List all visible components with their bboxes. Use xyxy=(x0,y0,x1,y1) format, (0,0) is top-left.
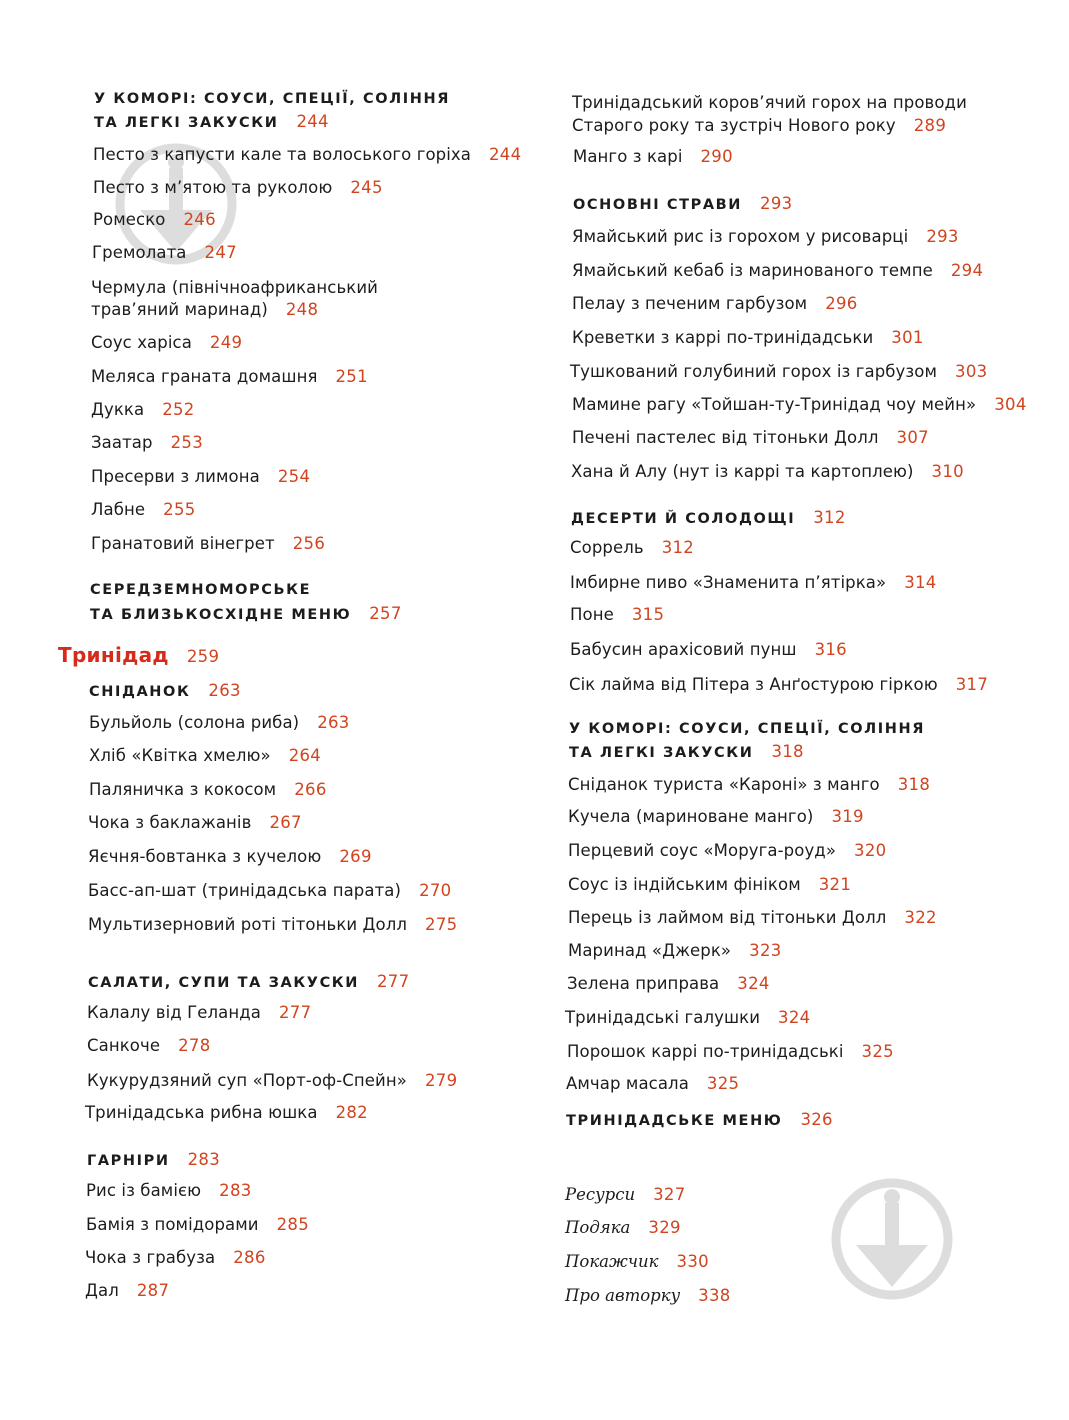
page-number: 307 xyxy=(896,428,929,447)
toc-entry[interactable]: Пресерви з лимона 254 xyxy=(91,467,311,486)
toc-entry[interactable]: Тушкований голубиний горох із гарбузом 303 xyxy=(570,362,988,381)
page-number: 267 xyxy=(269,813,302,832)
page-number: 266 xyxy=(294,780,327,799)
toc-entry[interactable]: Маринад «Джерк» 323 xyxy=(568,941,782,960)
page-number: 283 xyxy=(187,1150,220,1169)
page-number: 317 xyxy=(955,675,989,694)
toc-entry[interactable]: Хана й Алу (нут із каррі та картоплею) 310 xyxy=(571,462,964,481)
page-number: 325 xyxy=(861,1042,894,1061)
page-number: 249 xyxy=(209,333,243,352)
toc-entry[interactable]: Перцевий соус «Моруга-роуд» 320 xyxy=(568,841,887,860)
toc-entry[interactable]: Лабне 255 xyxy=(91,500,196,519)
page-number: 253 xyxy=(170,433,204,452)
toc-entry[interactable]: Пелау з печеним гарбузом 296 xyxy=(572,294,858,313)
page-number: 275 xyxy=(425,915,458,934)
section-heading[interactable]: ТА ЛЕГКІ ЗАКУСКИ 318 xyxy=(569,742,804,761)
page-number: 338 xyxy=(698,1286,731,1305)
toc-entry[interactable]: Тринідадська рибна юшка 282 xyxy=(85,1103,368,1122)
page-number: 251 xyxy=(335,367,368,386)
toc-entry[interactable]: Порошок каррі по-тринідадські 325 xyxy=(567,1042,894,1061)
page-number: 247 xyxy=(204,243,237,262)
toc-entry[interactable]: Сік лайма від Пітера з Анґостурою гіркою 317 xyxy=(569,675,989,694)
section-heading[interactable]: ТРИНІДАДСЬКЕ МЕНЮ 326 xyxy=(566,1110,833,1129)
page-number: 319 xyxy=(831,807,864,826)
toc-entry[interactable]: Чермула (північноафриканський xyxy=(91,278,378,297)
page-number: 277 xyxy=(377,972,410,991)
section-heading[interactable]: СНІДАНОК 263 xyxy=(89,681,241,700)
toc-entry[interactable]: Ромеско 246 xyxy=(93,210,216,229)
toc-entry-backmatter[interactable]: Покажчик 330 xyxy=(565,1252,709,1271)
toc-entry[interactable]: Бамія з помідорами 285 xyxy=(86,1215,310,1234)
toc-entry[interactable]: Мультизерновий роті тітоньки Долл 275 xyxy=(88,915,458,934)
toc-entry[interactable]: Мамине рагу «Тойшан-ту-Тринідад чоу мейн» 304 xyxy=(572,395,1027,414)
toc-entry[interactable]: Бабусин арахісовий пунш 316 xyxy=(570,640,847,659)
toc-entry[interactable]: Креветки з каррі по-тринідадськи 301 xyxy=(572,328,924,347)
page-number: 323 xyxy=(749,941,782,960)
toc-entry[interactable]: Басс-ап-шат (тринідадська парата) 270 xyxy=(88,881,452,900)
toc-entry[interactable]: Тринідадські галушки 324 xyxy=(565,1008,811,1027)
page-number: 314 xyxy=(904,573,937,592)
section-heading[interactable]: ГАРНІРИ 283 xyxy=(87,1150,220,1169)
watermark-logo-icon xyxy=(828,1175,956,1303)
toc-entry[interactable]: Соррель 312 xyxy=(570,538,695,557)
toc-entry[interactable]: Сніданок туриста «Кароні» з манго 318 xyxy=(568,775,931,794)
page-number: 254 xyxy=(277,467,311,486)
toc-entry[interactable]: Рис із бамією 283 xyxy=(86,1181,252,1200)
page-number: 327 xyxy=(653,1185,686,1204)
page-number: 293 xyxy=(926,227,959,246)
toc-entry[interactable]: Імбирне пиво «Знаменита п’ятірка» 314 xyxy=(570,573,937,592)
toc-entry[interactable]: Старого року та зустріч Нового року 289 xyxy=(572,116,947,135)
page-number: 263 xyxy=(208,681,241,700)
toc-entry[interactable]: Ямайський рис із горохом у рисоварці 293 xyxy=(572,227,959,246)
page-number: 244 xyxy=(296,112,329,131)
page-number: 257 xyxy=(369,604,402,623)
toc-entry[interactable]: Чока з баклажанів 267 xyxy=(88,813,302,832)
page-number: 270 xyxy=(419,881,452,900)
toc-entry[interactable]: Соус із індійським фініком 321 xyxy=(568,875,852,894)
page-number: 315 xyxy=(631,605,665,624)
toc-entry[interactable]: Санкоче 278 xyxy=(87,1036,211,1055)
toc-entry[interactable]: Зелена приправа 324 xyxy=(567,974,770,993)
toc-entry[interactable]: Дукка 252 xyxy=(91,400,195,419)
toc-entry[interactable]: Бульйоль (солона риба) 263 xyxy=(89,713,350,732)
page-number: 321 xyxy=(818,875,852,894)
page-number: 329 xyxy=(648,1218,681,1237)
toc-entry[interactable]: Печені пастелес від тітоньки Долл 307 xyxy=(572,428,929,447)
toc-entry[interactable]: Тринідадський коров’ячий горох на проводи xyxy=(572,93,967,112)
page-number: 290 xyxy=(700,147,733,166)
page-number: 282 xyxy=(335,1103,368,1122)
toc-entry[interactable]: Поне 315 xyxy=(570,605,665,624)
page-number: 318 xyxy=(897,775,931,794)
page-number: 278 xyxy=(178,1036,211,1055)
toc-entry[interactable]: Кучела (мариноване манго) 319 xyxy=(568,807,864,826)
page-number: 289 xyxy=(913,116,947,135)
toc-entry[interactable]: Заатар 253 xyxy=(91,433,204,452)
page-number: 245 xyxy=(350,178,383,197)
page-number: 324 xyxy=(778,1008,811,1027)
section-heading[interactable]: У КОМОРІ: СОУСИ, СПЕЦІЇ, СОЛІННЯ xyxy=(569,721,926,737)
page-number: 320 xyxy=(854,841,887,860)
page-number: 283 xyxy=(219,1181,252,1200)
page-number: 316 xyxy=(814,640,847,659)
toc-entry[interactable]: Кукурудзяний суп «Порт-оф-Спейн» 279 xyxy=(87,1071,458,1090)
chapter-title[interactable]: Тринідад 259 xyxy=(58,643,220,667)
toc-entry[interactable]: Песто з м’ятою та руколою 245 xyxy=(93,178,383,197)
toc-entry[interactable]: Чока з грабуза 286 xyxy=(85,1248,266,1267)
page-number: 326 xyxy=(800,1110,833,1129)
toc-entry[interactable]: Дал 287 xyxy=(85,1281,170,1300)
page-number: 304 xyxy=(994,395,1027,414)
toc-entry[interactable]: Паляничка з кокосом 266 xyxy=(89,780,327,799)
page-number: 264 xyxy=(288,746,322,765)
page-number: 294 xyxy=(950,261,984,280)
page-number: 287 xyxy=(136,1281,170,1300)
page-number: 330 xyxy=(676,1252,709,1271)
toc-entry[interactable]: Гремолата 247 xyxy=(92,243,237,262)
toc-entry[interactable]: трав’яний маринад) 248 xyxy=(91,300,319,319)
page-number: 269 xyxy=(339,847,372,866)
page-number: 322 xyxy=(904,908,937,927)
page-number: 244 xyxy=(489,145,522,164)
toc-entry[interactable]: Соус харіса 249 xyxy=(91,333,243,352)
page-number: 303 xyxy=(955,362,988,381)
page-number: 256 xyxy=(292,534,326,553)
page-number: 293 xyxy=(760,194,793,213)
toc-entry-backmatter[interactable]: Про авторку 338 xyxy=(565,1286,731,1305)
page-number: 325 xyxy=(706,1074,740,1093)
toc-entry[interactable]: Песто з капусти кале та волоського горіха 244 xyxy=(93,145,522,164)
page-number: 277 xyxy=(278,1003,312,1022)
toc-entry[interactable]: Яєчня-бовтанка з кучелою 269 xyxy=(88,847,372,866)
page-number: 285 xyxy=(276,1215,310,1234)
toc-entry-backmatter[interactable]: Подяка 329 xyxy=(565,1218,681,1237)
section-heading[interactable]: ОСНОВНІ СТРАВИ 293 xyxy=(573,194,793,213)
toc-entry[interactable]: Меляса граната домашня 251 xyxy=(91,367,368,386)
toc-entry[interactable]: Ямайський кебаб із маринованого темпе 294 xyxy=(572,261,984,280)
toc-entry[interactable]: Гранатовий вінегрет 256 xyxy=(91,534,326,553)
page-number: 259 xyxy=(186,647,220,666)
page-number: 310 xyxy=(931,462,964,481)
page-number: 263 xyxy=(317,713,350,732)
section-heading[interactable]: ДЕСЕРТИ Й СОЛОДОЩІ 312 xyxy=(571,508,846,527)
toc-entry[interactable]: Калалу від Геланда 277 xyxy=(87,1003,312,1022)
section-heading[interactable]: ТА ЛЕГКІ ЗАКУСКИ 244 xyxy=(94,112,329,131)
section-heading[interactable]: У КОМОРІ: СОУСИ, СПЕЦІЇ, СОЛІННЯ xyxy=(94,91,451,107)
section-heading[interactable]: САЛАТИ, СУПИ ТА ЗАКУСКИ 277 xyxy=(88,972,410,991)
toc-entry[interactable]: Перець із лаймом від тітоньки Долл 322 xyxy=(568,908,937,927)
page-number: 301 xyxy=(891,328,924,347)
section-heading[interactable]: ТА БЛИЗЬКОСХІДНЕ МЕНЮ 257 xyxy=(90,604,402,623)
page-number: 312 xyxy=(813,508,846,527)
page-number: 296 xyxy=(825,294,858,313)
page-number: 255 xyxy=(163,500,196,519)
page-number: 246 xyxy=(183,210,216,229)
page-number: 286 xyxy=(233,1248,266,1267)
page-number: 279 xyxy=(424,1071,458,1090)
page-number: 318 xyxy=(771,742,804,761)
page-number: 312 xyxy=(661,538,695,557)
toc-entry[interactable]: Хліб «Квітка хмелю» 264 xyxy=(89,746,322,765)
section-heading[interactable]: СЕРЕДЗЕМНОМОРСЬКЕ xyxy=(90,582,312,598)
page-number: 252 xyxy=(162,400,195,419)
page-number: 324 xyxy=(737,974,770,993)
toc-entry[interactable]: Амчар масала 325 xyxy=(566,1074,740,1093)
page-number: 248 xyxy=(285,300,319,319)
toc-entry-backmatter[interactable]: Ресурси 327 xyxy=(565,1185,686,1204)
toc-entry[interactable]: Манго з карі 290 xyxy=(573,147,733,166)
